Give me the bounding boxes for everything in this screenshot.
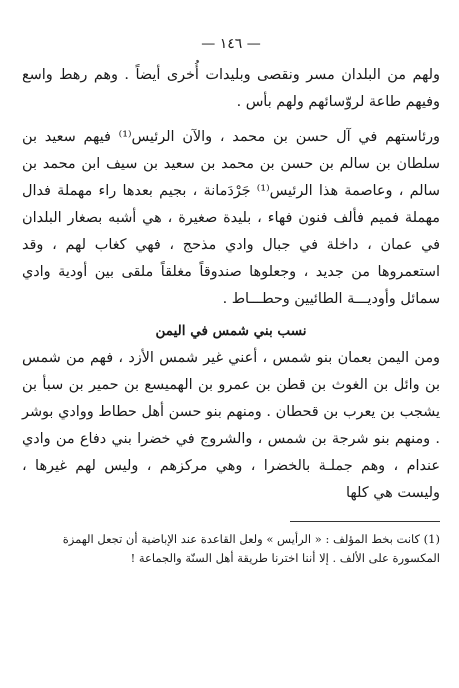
footnote: (1) كانت بخط المؤلف : « الرأيس » ولعل القاعدة عند الإباضية أن تجعل الهمزة المكسورة على الألف . إلا أننا اخترنا طريقة أهل السنّة والجماعة ! [62, 532, 440, 565]
section-heading: نسب بني شمس في اليمن [155, 323, 307, 339]
book-page [22, 30, 440, 670]
footnote-divider [290, 521, 440, 522]
page-number: — ١٤٦ — [201, 36, 261, 52]
paragraph-2: ورئاستهم في آل حسن بن محمد ، والآن الرئيس⁽¹⁾ فيهم سعيد بن سلطان بن سالم بن حسن بن محمد بن سعيد بن سيف ابن محمد بن سالم ، وعاصمة هذا الرئيس⁽¹⁾ جَرْدَمانة ، بجيم بعدها راء مهملة فدال مهملة فميم فألف فنون فهاء ، بليدة صغيرة ، هي أشبه بصغار البلدان في عمان ، داخلة في جبال وادي مذحج ، فهي كغاب لهم ، وقد استعمروها من جديد ، وجعلوها صندوقاً مغلقاً ملقى بين أودية وادي سمائل وأوديـــة الطائيين وحطـــاط . [22, 129, 440, 307]
paragraph-1: ولهم من البلدان مسر ونقصى وبليدات أُخرى أيضاً . وهم رهط واسع وفيهم طاعة لروّسائهم ولهم بأس . [22, 67, 440, 110]
paragraph-3: ومن اليمن بعمان بنو شمس ، أعني غير شمس الأزد ، فهم من شمس بن وائل بن الغوث بن قطن بن عمرو بن الهميسع بن حمير بن سبأ بن يشجب بن يعرب بن قحطان . ومنهم بنو حسن أهل حطاط ووادي بوشر . ومنهم بنو شرجة بن شمس ، والشروج في خضرا بني دفاع من وادي عندام ، وهم جملـة بالخضرا ، وهي مركزهم ، وليس لهم غيرها ، وليست هي كلها [22, 350, 440, 501]
